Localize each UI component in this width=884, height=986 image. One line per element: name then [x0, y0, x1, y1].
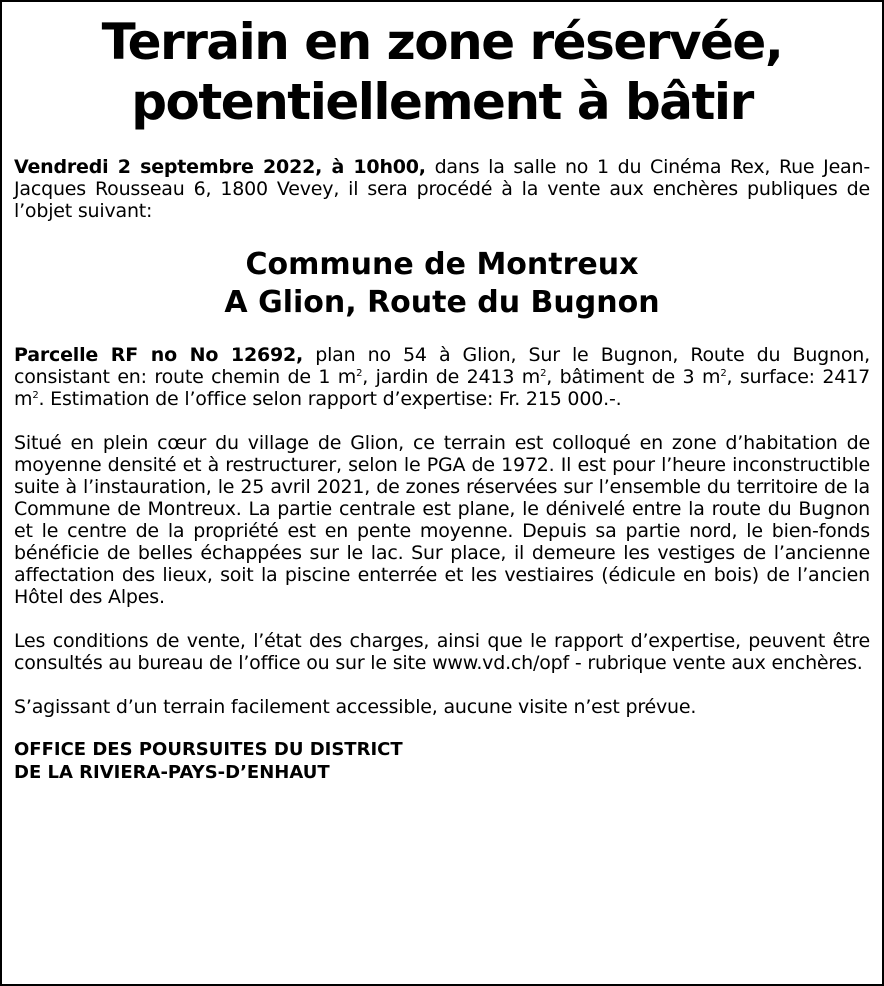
office-signature — [14, 738, 870, 784]
auction-date: Vendredi 2 septembre 2022, à 10h00, — [14, 156, 426, 178]
commune-heading — [14, 246, 870, 322]
intro-paragraph — [14, 156, 870, 222]
commune-name: Commune de Montreux — [245, 247, 639, 282]
description-paragraph: Situé en plein cœur du village de Glion, ce terrain est colloqué en zone d’habitation de moyenne densité et à restructurer, selon le PGA de 1972. Il est pour l’heure inconstructible suite à l’instauration, le 25 avril 2021, de zones réservées sur l’ensemble du territoire de la Commune de Montreux. La partie centrale est plane, le dénivelé entre la route du Bugnon et le centre de la propriété est en pente moyenne. Depuis sa partie nord, le bien-fonds bénéficie de belles échappées sur le lac. Sur place, il demeure les vestiges de l’ancienne affectation des lieux, soit la piscine enterrée et les vestiaires (édicule en bois) de l’ancien Hôtel des Alpes. — [14, 432, 870, 608]
parcel-text-5: . Estimation de l’office selon rapport d’expertise: Fr. 215 000.-. — [38, 388, 622, 410]
parcel-text-2: , jardin de 2413 m — [362, 366, 541, 388]
conditions-paragraph: Les conditions de vente, l’état des charges, ainsi que le rapport d’expertise, peuvent être consultés au bureau de l’office ou sur le site www.vd.ch/opf - rubrique vente aux enchères. — [14, 630, 870, 674]
location-line: A Glion, Route du Bugnon — [224, 285, 660, 320]
superscript-2: 2 — [356, 368, 363, 379]
parcel-label: Parcelle RF no No 12692, — [14, 344, 304, 366]
parcel-text-1: plan no 54 à Glion, Sur le Bugnon, Route du Bugnon, consistant en: route chemin de 1 m — [14, 344, 870, 388]
superscript-2: 2 — [540, 368, 547, 379]
intro-text: dans la salle no 1 du Cinéma Rex, Rue Jean-Jacques Rousseau 6, 1800 Vevey, il sera procédé à la vente aux enchères publiques de l’objet suivant: — [14, 156, 870, 222]
visit-paragraph: S’agissant d’un terrain facilement accessible, aucune visite n’est prévue. — [14, 696, 697, 718]
parcel-paragraph — [14, 344, 870, 410]
notice-title — [14, 12, 870, 132]
superscript-2: 2 — [32, 390, 39, 401]
title-line-1: Terrain en zone réservée, — [101, 13, 783, 71]
parcel-text-3: , bâtiment de 3 m — [546, 366, 721, 388]
title-line-2: potentiellement à bâtir — [131, 73, 753, 131]
office-line-2: DE LA RIVIERA-PAYS-D’ENHAUT — [14, 762, 330, 783]
superscript-2: 2 — [720, 368, 727, 379]
parcel-text-4: , surface: 2417 m — [14, 366, 870, 410]
office-line-1: OFFICE DES POURSUITES DU DISTRICT — [14, 739, 403, 760]
